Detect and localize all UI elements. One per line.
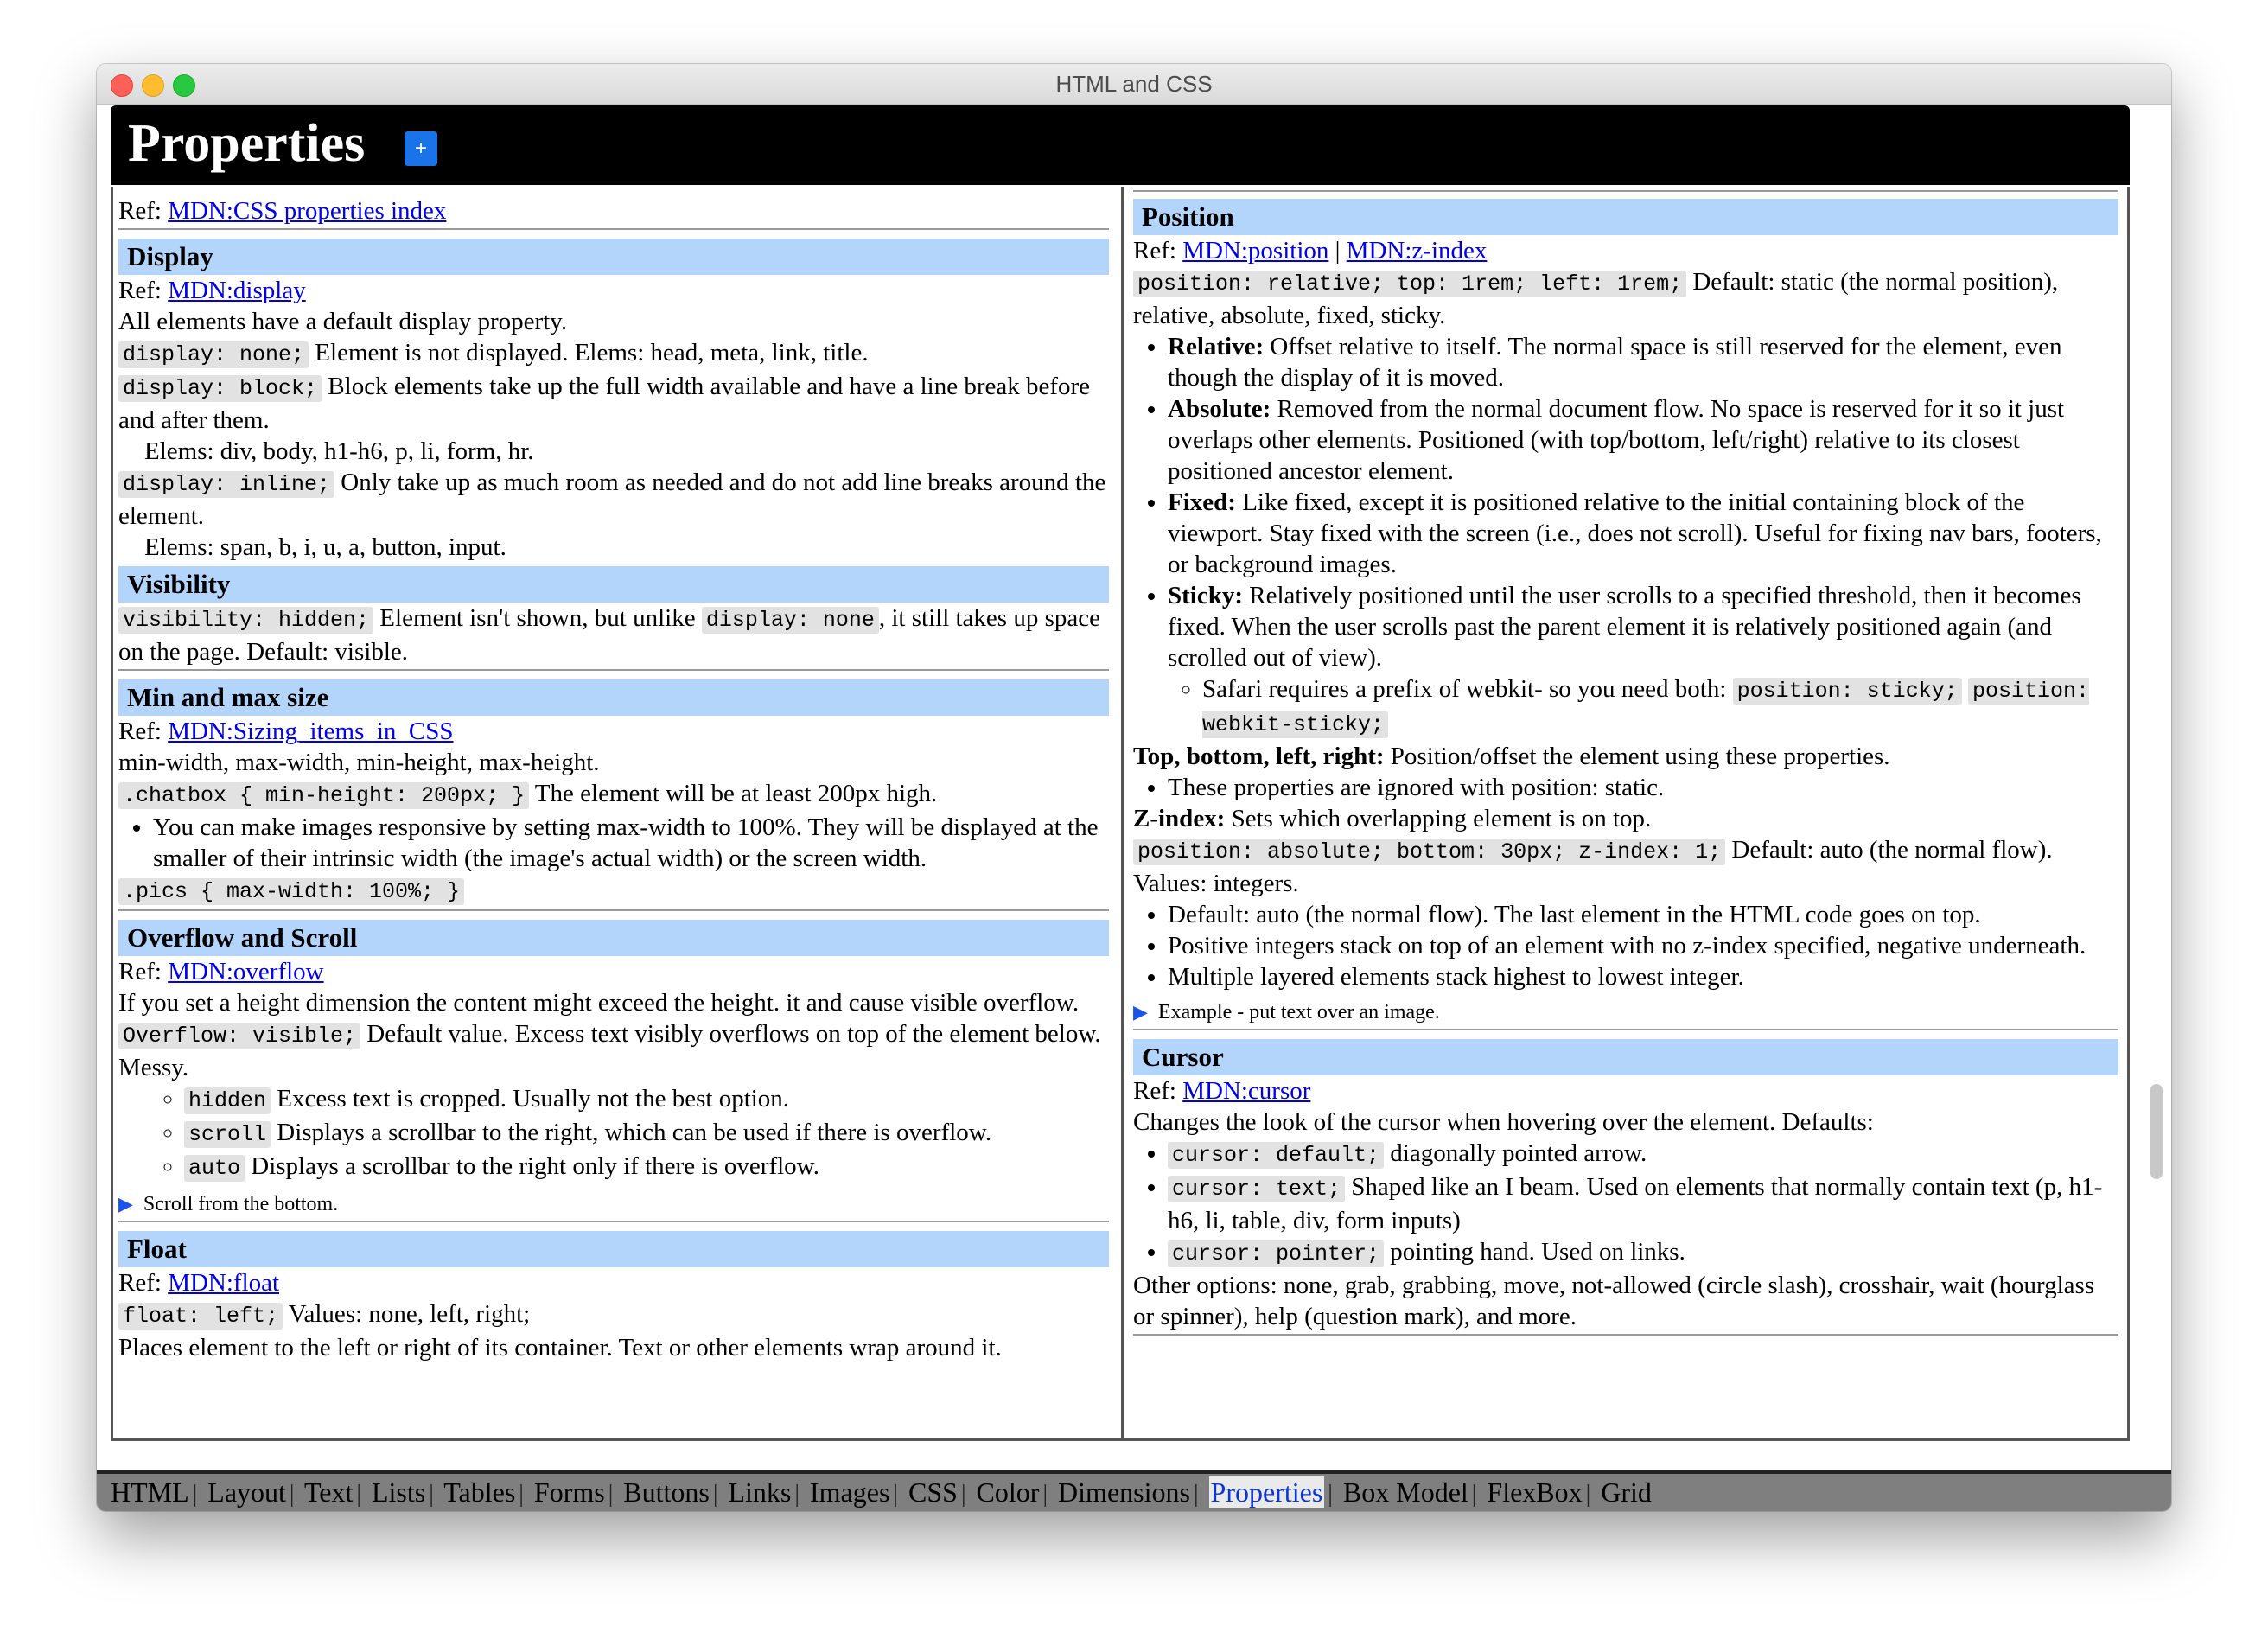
list-item: • Default: auto (the normal flow). The last element in the HTML code goes on top. (1168, 899, 2118, 930)
nav-link-layout[interactable]: Layout (207, 1476, 286, 1508)
text: , it still takes up space on the page. Default: visible. (118, 604, 1100, 666)
list-item (184, 1117, 1109, 1151)
divider (1133, 1334, 2118, 1336)
text: The element will be at least 200px high. (529, 780, 938, 807)
tblr-list (1133, 772, 2118, 803)
code-snippet: scroll (184, 1121, 271, 1148)
term: Relative: (1168, 333, 1265, 360)
column-divider (1121, 187, 1124, 1438)
nav-separator: | (960, 1481, 966, 1508)
section-title-display: Display (118, 239, 1109, 275)
code-snippet: .chatbox { min-height: 200px; } (118, 782, 529, 809)
nav-separator: | (1328, 1481, 1333, 1508)
nav-link-css[interactable]: CSS (908, 1476, 958, 1508)
term: Fixed: (1168, 488, 1236, 516)
list-item (184, 1151, 1109, 1184)
cursor-list (1133, 1138, 2118, 1270)
text: Block elements take up the full width available and have a line break before and after them. (118, 373, 1091, 434)
text: Relatively positioned until the user scrolls to a specified threshold, then it becomes fixed. When the user scrolls past the parent element it is relatively positioned again (and scrolled out of view). (1168, 582, 2081, 672)
ref-label: Ref: (118, 277, 162, 304)
section-title-cursor: Cursor (1133, 1039, 2118, 1075)
nav-separator: | (1585, 1481, 1591, 1508)
display-ref (118, 275, 1109, 306)
text: Removed from the normal document flow. No space is reserved for it so it just overlaps other elements. Positioned (with top/bottom, left/right) relative to its closest positioned ancestor element. (1168, 395, 2065, 485)
display-inline-elems: Elems: span, b, i, u, a, button, input. (144, 533, 506, 561)
page-title: Properties (128, 114, 366, 173)
code-snippet: auto (184, 1155, 245, 1182)
text: Default: static (the normal position), relative, absolute, fixed, sticky. (1133, 268, 2059, 329)
term: Absolute: (1168, 395, 1271, 423)
ref-label: Ref: (118, 717, 162, 745)
mdn-sizing-items-link[interactable]: MDN:Sizing_items_in_CSS (168, 717, 454, 745)
overflow-intro: If you set a height dimension the content might exceed the height. it and cause visible overflow. (118, 989, 1080, 1017)
nav-link-box-model[interactable]: Box Model (1342, 1476, 1468, 1508)
code-snippet: visibility: hidden; (118, 607, 373, 634)
float-ref (118, 1267, 1109, 1298)
disclosure-triangle-icon[interactable]: ▶ (1133, 1001, 1148, 1023)
divider (1133, 190, 2118, 192)
nav-separator: | (356, 1481, 361, 1508)
ref-label: Ref: (1133, 1077, 1176, 1105)
minmax-list (118, 812, 1109, 874)
page-header (111, 105, 2130, 185)
content-panel (111, 187, 2130, 1441)
disclosure-triangle-icon[interactable]: ▶ (118, 1193, 133, 1215)
nav-link-color[interactable]: Color (976, 1476, 1040, 1508)
details-summary[interactable]: Example - put text over an image. (1157, 1001, 1440, 1024)
mdn-overflow-link[interactable]: MDN:overflow (168, 958, 324, 985)
text: pointing hand. Used on links. (1384, 1238, 1685, 1266)
code-snippet: position: sticky; (1733, 678, 1962, 705)
title-bar (97, 64, 2171, 105)
mdn-css-properties-index-link[interactable]: MDN:CSS properties index (168, 197, 447, 225)
code-snippet: display: none; (118, 341, 309, 368)
text: Element is not displayed. Elems: head, meta, link, title. (309, 339, 869, 367)
display-block-elems: Elems: div, body, h1-h6, p, li, form, hr. (144, 437, 534, 465)
right-column (1133, 187, 2118, 1336)
list-item (1168, 1236, 2118, 1270)
nav-link-text[interactable]: Text (303, 1476, 354, 1508)
code-snippet: cursor: pointer; (1168, 1240, 1384, 1267)
nav-link-forms[interactable]: Forms (533, 1476, 605, 1508)
list-item: • Multiple layered elements stack highest to lowest integer. (1168, 961, 2118, 992)
minmax-ref (118, 716, 1109, 747)
code-snippet: position: relative; top: 1rem; left: 1rem; (1133, 271, 1686, 297)
nav-link-flexbox[interactable]: FlexBox (1487, 1476, 1583, 1508)
mdn-position-link[interactable]: MDN:position (1182, 237, 1329, 265)
position-types-list (1133, 331, 2118, 741)
code-snippet: display: none (702, 607, 879, 634)
nav-separator: | (192, 1481, 198, 1508)
cursor-other: Other options: none, grab, grabbing, move, not-allowed (circle slash), crosshair, wait (hourglass or spinner), help (question mark), and more. (1133, 1272, 2095, 1330)
text: Offset relative to itself. The normal space is still reserved for the element, even though the display of it is moved. (1168, 333, 2062, 392)
nav-link-images[interactable]: Images (809, 1476, 890, 1508)
tblr-line (1133, 741, 2118, 772)
list-item: • Positive integers stack on top of an element with no z-index specified, negative underneath. (1168, 930, 2118, 961)
display-inline-line (118, 467, 1109, 532)
code-snippet: hidden (184, 1087, 271, 1114)
text-over-image-details[interactable] (1133, 998, 2118, 1027)
text: Default value. Excess text visibly overflows on top of the element below. Messy. (118, 1020, 1101, 1081)
section-title-overflow: Overflow and Scroll (118, 920, 1109, 956)
ref-label: Ref: (118, 958, 162, 985)
minmax-chatbox-line (118, 778, 1109, 812)
nav-link-html[interactable]: HTML (111, 1476, 189, 1508)
text: Sets which overlapping element is on top. (1225, 805, 1652, 832)
text: Displays a scrollbar to the right, which can be used if there is overflow. (271, 1119, 992, 1146)
nav-separator: | (519, 1481, 524, 1508)
ref-separator: | (1328, 237, 1347, 265)
code-snippet: .pics { max-width: 100%; } (118, 878, 464, 905)
nav-link-links[interactable]: Links (728, 1476, 792, 1508)
code-snippet: cursor: default; (1168, 1142, 1384, 1169)
nav-separator: | (608, 1481, 614, 1508)
left-column (118, 187, 1109, 1363)
text: Displays a scrollbar to the right only if there is overflow. (245, 1152, 819, 1180)
display-block-line (118, 371, 1109, 436)
divider (118, 909, 1109, 911)
ref-label: Ref: (1133, 237, 1176, 265)
nav-link-lists[interactable]: Lists (371, 1476, 426, 1508)
text: Like fixed, except it is positioned relative to the initial containing block of the viewport. Stay fixed with the screen (i.e., does not scroll). Useful for fixing nav bars, footers, or background images. (1168, 488, 2102, 578)
text: Excess text is cropped. Usually not the best option. (271, 1085, 790, 1113)
footer-nav (97, 1470, 2171, 1511)
code-snippet: position: absolute; bottom: 30px; z-index: 1; (1133, 839, 1725, 865)
mdn-z-index-link[interactable]: MDN:z-index (1346, 237, 1488, 265)
list-item: • You can make images responsive by setting max-width to 100%. They will be displayed at the smaller of their intrinsic width (the image's actual width) or the screen width. (153, 812, 1109, 874)
overflow-values-list (118, 1083, 1109, 1184)
float-line (118, 1298, 1109, 1332)
position-ref (1133, 235, 2118, 266)
section-title-min-max-size: Min and max size (118, 679, 1109, 716)
nav-separator: | (1042, 1481, 1048, 1508)
text: diagonally pointed arrow. (1384, 1139, 1647, 1167)
overflow-ref (118, 956, 1109, 987)
list-item (184, 1083, 1109, 1117)
display-intro: All elements have a default display property. (118, 308, 568, 335)
list-item (1168, 1138, 2118, 1171)
code-snippet: display: inline; (118, 471, 334, 498)
window-title: HTML and CSS (1055, 71, 1213, 97)
nav-link-dimensions[interactable]: Dimensions (1058, 1476, 1190, 1508)
text: Element isn't shown, but unlike (373, 604, 702, 632)
scroll-from-bottom-details[interactable] (118, 1189, 1109, 1219)
cursor-intro: Changes the look of the cursor when hovering over the element. Defaults: (1133, 1108, 1874, 1136)
section-title-visibility: Visibility (118, 566, 1109, 603)
mdn-float-link[interactable]: MDN:float (168, 1269, 280, 1297)
minmax-props: min-width, max-width, min-height, max-height. (118, 749, 600, 776)
mdn-display-link[interactable]: MDN:display (168, 277, 306, 304)
code-snippet: cursor: text; (1168, 1176, 1345, 1202)
position-default-line (1133, 266, 2118, 331)
list-item (1202, 673, 2118, 741)
ref-label: Ref: (118, 197, 162, 225)
list-item (1168, 331, 2118, 393)
nav-separator: | (1193, 1481, 1199, 1508)
nav-separator: | (893, 1481, 898, 1508)
nav-separator: | (1471, 1481, 1477, 1508)
term: Z-index: (1133, 805, 1226, 832)
z-index-code-line (1133, 834, 2118, 899)
z-index-line (1133, 803, 2118, 834)
code-snippet: Overflow: visible; (118, 1023, 360, 1049)
text: Safari requires a prefix of webkit- so you need both: (1202, 675, 1733, 703)
code-snippet: float: left; (118, 1303, 283, 1330)
term: Top, bottom, left, right: (1133, 743, 1385, 770)
z-index-list (1133, 899, 2118, 992)
nav-link-properties[interactable]: Properties (1210, 1476, 1323, 1508)
section-title-float: Float (118, 1231, 1109, 1267)
list-item: • These properties are ignored with position: static. (1168, 772, 2118, 803)
nav-separator: | (289, 1481, 295, 1508)
divider (118, 228, 1109, 230)
nav-link-tables[interactable]: Tables (443, 1476, 516, 1508)
minmax-pics-line (118, 874, 1109, 908)
text: Default: auto (the normal flow). Values: integers. (1133, 836, 2053, 897)
details-summary[interactable]: Scroll from the bottom. (143, 1193, 339, 1215)
float-desc: Places element to the left or right of its container. Text or other elements wrap around it. (118, 1334, 1002, 1362)
cursor-ref (1133, 1075, 2118, 1106)
text: Only take up as much room as needed and do not add line breaks around the element. (118, 469, 1106, 530)
list-item (1168, 393, 2118, 487)
properties-ref (118, 195, 1109, 226)
visibility-line (118, 603, 1109, 667)
code-snippet: display: block; (118, 375, 322, 402)
nav-link-grid[interactable]: Grid (1601, 1476, 1652, 1508)
section-title-position: Position (1133, 199, 2118, 235)
text: Values: none, left, right; (283, 1300, 531, 1328)
nav-separator: | (712, 1481, 718, 1508)
ref-label: Ref: (118, 1269, 162, 1297)
list-item (1168, 580, 2118, 741)
term: Sticky: (1168, 582, 1243, 609)
vertical-scrollbar[interactable] (2150, 1084, 2163, 1179)
divider (118, 669, 1109, 671)
code-snippet: position: webkit-sticky; (1202, 679, 2089, 737)
list-item (1168, 1171, 2118, 1236)
app-window (97, 64, 2171, 1511)
divider (118, 1221, 1109, 1222)
mdn-cursor-link[interactable]: MDN:cursor (1182, 1077, 1311, 1105)
sticky-sublist (1168, 673, 2118, 741)
nav-separator: | (429, 1481, 434, 1508)
list-item (1168, 487, 2118, 580)
nav-link-buttons[interactable]: Buttons (623, 1476, 710, 1508)
text: Shaped like an I beam. Used on elements that normally contain text (p, h1-h6, li, table, div, form inputs) (1168, 1173, 2103, 1234)
divider (1133, 1029, 2118, 1030)
display-none-line (118, 337, 1109, 371)
text: Position/offset the element using these properties. (1384, 743, 1890, 770)
overflow-visible-line (118, 1018, 1109, 1083)
expand-all-button[interactable]: + (405, 131, 437, 166)
nav-separator: | (794, 1481, 800, 1508)
